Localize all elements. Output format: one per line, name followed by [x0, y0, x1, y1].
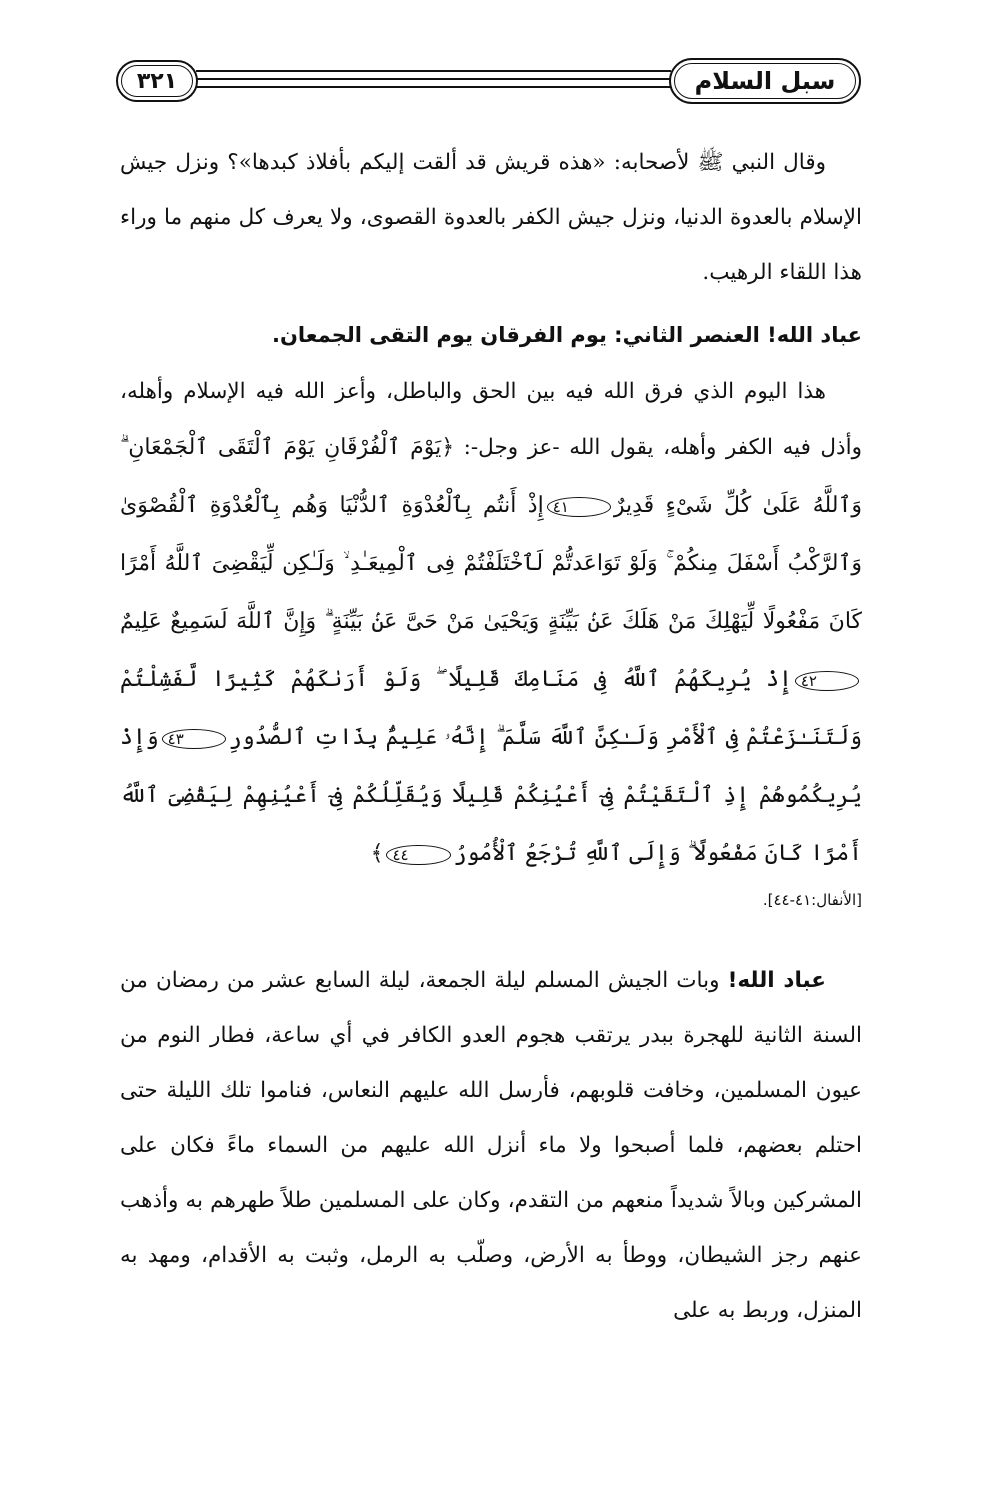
- verse-number-marker: ٤٣: [162, 729, 226, 749]
- book-title-frame: [669, 58, 861, 104]
- header-rule: [196, 78, 671, 80]
- page-number-frame: [116, 60, 198, 102]
- page-content: [120, 135, 862, 1338]
- final-paragraph-label: عباد الله!: [727, 968, 826, 993]
- quran-verse-41: ﴿يَوْمَ ٱلْفُرْقَانِ يَوْمَ ٱلْتَقَى ٱلْجَمْعَانِ ۗ وَٱللَّهُ عَلَىٰ كُلِّ شَىْءٍ قَدِيرٌ: [120, 435, 862, 518]
- header-rule: [196, 86, 671, 88]
- quran-verse-43: إِذْ يُرِيكَهُمُ ٱللَّهُ فِى مَنَامِكَ قَلِيلًا ۖ وَلَوْ أَرَىٰكَهُمْ كَثِيرًا لَّفَشِلْتُمْ وَلَتَنَـٰزَعْتُمْ فِى ٱلْأَمْرِ وَلَـٰكِنَّ ٱللَّهَ سَلَّمَ ۗ إِنَّهُۥ عَلِيمٌۢ بِذَاتِ ٱلصُّدُورِ: [120, 667, 862, 750]
- final-paragraph-text: وبات الجيش المسلم ليلة الجمعة، ليلة السابع عشر من رمضان من السنة الثانية للهجرة ببدر يرتقب هجوم العدو الكافر في أي ساعة، فطار النوم من عيون المسلمين، وخافت قلوبهم، فأرسل الله عليهم النعاس، فناموا تلك الليلة حتى احتلم بعضهم، فلما أصبحوا ولا ماء أنزل الله عليهم من السماء ماءً فكان على المشركين وبالاً شديداً منعهم من التقدم، وكان على المسلمين طلاً طهرهم به وأذهب عنهم رجز الشيطان، ووطأ به الأرض، وصلّب به الرمل، وثبت به الأقدام، ومهد به المنزل، وربط به على: [120, 968, 862, 1323]
- verse-number-marker: ٤٤: [386, 845, 450, 865]
- quran-citation: [الأنفال:٤١-٤٤].: [762, 891, 862, 909]
- quran-verse-44: وَإِذْ يُرِيكُمُوهُمْ إِذِ ٱلْتَقَيْتُمْ فِىٓ أَعْيُنِكُمْ قَلِيلًا وَيُقَلِّلُكُمْ فِىٓ أَعْيُنِهِمْ لِيَقْضِىَ ٱللَّهُ أَمْرًا كَانَ مَفْعُولًا ۗ وَإِلَى ٱللَّهِ تُرْجَعُ ٱلْأُمُورُ: [120, 725, 862, 866]
- verse-number-marker: ٤١: [547, 497, 611, 517]
- final-paragraph: [120, 953, 862, 1338]
- quran-closing-bracket: ﴾: [370, 841, 384, 866]
- quran-verse-block: [120, 435, 862, 866]
- section-paragraph-text: هذا اليوم الذي فرق الله فيه بين الحق والباطل، وأعز الله فيه الإسلام وأهله، وأذل فيه الكفر وأهله، يقول الله -عز وجل-:: [120, 379, 862, 460]
- verse-number-marker: ٤٢: [795, 671, 859, 691]
- section-heading: عباد الله! العنصر الثاني: يوم الفرقان يوم التقى الجمعان.: [271, 323, 862, 347]
- page-header: [116, 58, 861, 104]
- spacer: [120, 915, 862, 953]
- page-number: ٣٢١: [136, 68, 178, 94]
- intro-paragraph: وقال النبي ﷺ لأصحابه: «هذه قريش قد ألقت إليكم بأفلاذ كبدها»؟ ونزل جيش الإسلام بالعدوة الدنيا، ونزل جيش الكفر بالعدوة القصوى، ولا يعرف كل منهم ما وراء هذا اللقاء الرهيب.: [120, 150, 862, 285]
- book-title: سبل السلام: [694, 67, 836, 95]
- section-paragraph: [120, 364, 862, 883]
- header-rule: [196, 70, 671, 72]
- quran-verse-42: إِذْ أَنتُم بِٱلْعُدْوَةِ ٱلدُّنْيَا وَهُم بِٱلْعُدْوَةِ ٱلْقُصْوَىٰ وَٱلرَّكْبُ أَسْفَلَ مِنكُمْ ۚ وَلَوْ تَوَاعَدتُّمْ لَٱخْتَلَفْتُمْ فِى ٱلْمِيعَـٰدِ ۙ وَلَـٰكِن لِّيَقْضِىَ ٱللَّهُ أَمْرًا كَانَ مَفْعُولًا لِّيَهْلِكَ مَنْ هَلَكَ عَنۢ بَيِّنَةٍ وَيَحْيَىٰ مَنْ حَىَّ عَنۢ بَيِّنَةٍ ۗ وَإِنَّ ٱللَّهَ لَسَمِيعٌ عَلِيمٌ: [120, 493, 862, 634]
